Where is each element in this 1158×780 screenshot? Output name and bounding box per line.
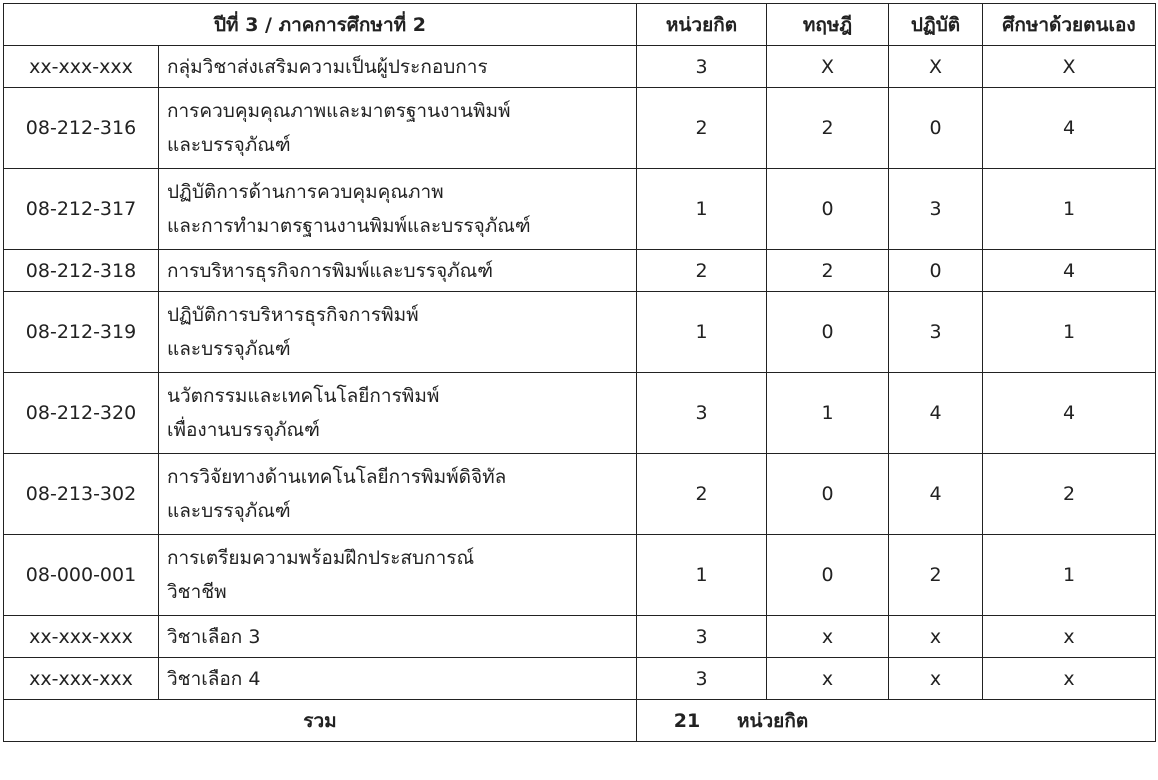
total-cell bbox=[637, 700, 1156, 742]
table-row bbox=[4, 658, 1156, 700]
table-row bbox=[4, 616, 1156, 658]
practice-value: X bbox=[889, 46, 983, 88]
course-name-line: วิชาเลือก 3 bbox=[167, 625, 261, 648]
course-name-line: วิชาชีพ bbox=[167, 581, 227, 603]
course-code: xx-xxx-xxx bbox=[4, 658, 159, 700]
course-name bbox=[159, 373, 637, 454]
theory-value: 1 bbox=[767, 373, 889, 454]
course-name-line: ปฏิบัติการบริหารธุรกิจการพิมพ์ bbox=[167, 304, 419, 326]
credits-header: หน่วยกิต bbox=[637, 4, 767, 46]
credits-value: 1 bbox=[637, 169, 767, 250]
theory-value: 0 bbox=[767, 454, 889, 535]
self-study-value: 1 bbox=[983, 169, 1156, 250]
course-name bbox=[159, 292, 637, 373]
self-study-value: x bbox=[983, 658, 1156, 700]
theory-value: 0 bbox=[767, 169, 889, 250]
self-study-value: x bbox=[983, 616, 1156, 658]
credits-value: 2 bbox=[637, 250, 767, 292]
theory-value: X bbox=[767, 46, 889, 88]
practice-value: 4 bbox=[889, 373, 983, 454]
course-name-line: การควบคุมคุณภาพและมาตรฐานงานพิมพ์ bbox=[167, 100, 511, 122]
course-name bbox=[159, 46, 637, 88]
theory-header: ทฤษฎี bbox=[767, 4, 889, 46]
self-study-value: 1 bbox=[983, 292, 1156, 373]
credits-value: 2 bbox=[637, 454, 767, 535]
self-study-header: ศึกษาด้วยตนเอง bbox=[983, 4, 1156, 46]
total-credits-unit: หน่วยกิต bbox=[737, 709, 809, 732]
course-code: 08-212-316 bbox=[4, 88, 159, 169]
practice-value: 2 bbox=[889, 535, 983, 616]
theory-value: 0 bbox=[767, 535, 889, 616]
practice-value: 3 bbox=[889, 169, 983, 250]
credits-value: 1 bbox=[637, 292, 767, 373]
practice-value: 4 bbox=[889, 454, 983, 535]
course-name bbox=[159, 616, 637, 658]
credits-value: 2 bbox=[637, 88, 767, 169]
practice-value: 3 bbox=[889, 292, 983, 373]
course-name-line: และบรรจุภัณฑ์ bbox=[167, 338, 291, 360]
self-study-value: X bbox=[983, 46, 1156, 88]
course-name-line: ปฏิบัติการด้านการควบคุมคุณภาพ bbox=[167, 181, 444, 203]
practice-value: x bbox=[889, 616, 983, 658]
credits-value: 3 bbox=[637, 658, 767, 700]
self-study-value: 4 bbox=[983, 88, 1156, 169]
theory-value: x bbox=[767, 658, 889, 700]
theory-value: x bbox=[767, 616, 889, 658]
credits-value: 3 bbox=[637, 616, 767, 658]
self-study-value: 4 bbox=[983, 373, 1156, 454]
table-header-row bbox=[4, 4, 1156, 46]
total-credits-value: 21 bbox=[673, 709, 701, 732]
course-code: 08-000-001 bbox=[4, 535, 159, 616]
course-name-line: การบริหารธุรกิจการพิมพ์และบรรจุภัณฑ์ bbox=[167, 259, 494, 282]
table-row bbox=[4, 373, 1156, 454]
course-name-line: และบรรจุภัณฑ์ bbox=[167, 500, 291, 522]
course-name-line: การเตรียมความพร้อมฝึกประสบการณ์ bbox=[167, 547, 475, 569]
course-name-line: นวัตกรรมและเทคโนโลยีการพิมพ์ bbox=[167, 385, 440, 407]
total-label: รวม bbox=[4, 700, 637, 742]
table-row bbox=[4, 292, 1156, 373]
table-row bbox=[4, 250, 1156, 292]
self-study-value: 1 bbox=[983, 535, 1156, 616]
course-name bbox=[159, 250, 637, 292]
credits-value: 3 bbox=[637, 373, 767, 454]
practice-value: 0 bbox=[889, 88, 983, 169]
practice-value: 0 bbox=[889, 250, 983, 292]
theory-value: 2 bbox=[767, 250, 889, 292]
course-code: 08-212-319 bbox=[4, 292, 159, 373]
curriculum-table bbox=[3, 3, 1156, 742]
credits-value: 1 bbox=[637, 535, 767, 616]
practice-value: x bbox=[889, 658, 983, 700]
course-name bbox=[159, 658, 637, 700]
course-name-line: และบรรจุภัณฑ์ bbox=[167, 134, 291, 156]
course-name-line: และการทำมาตรฐานงานพิมพ์และบรรจุภัณฑ์ bbox=[167, 215, 531, 237]
table-row bbox=[4, 454, 1156, 535]
semester-title: ปีที่ 3 / ภาคการศึกษาที่ 2 bbox=[4, 4, 637, 46]
course-code: xx-xxx-xxx bbox=[4, 46, 159, 88]
course-name bbox=[159, 454, 637, 535]
course-name-line: เพื่องานบรรจุภัณฑ์ bbox=[167, 419, 320, 441]
course-name bbox=[159, 88, 637, 169]
theory-value: 2 bbox=[767, 88, 889, 169]
course-name-line: การวิจัยทางด้านเทคโนโลยีการพิมพ์ดิจิทัล bbox=[167, 466, 507, 488]
table-row bbox=[4, 169, 1156, 250]
table-row bbox=[4, 535, 1156, 616]
practice-header: ปฏิบัติ bbox=[889, 4, 983, 46]
course-code: 08-212-318 bbox=[4, 250, 159, 292]
self-study-value: 4 bbox=[983, 250, 1156, 292]
course-code: 08-213-302 bbox=[4, 454, 159, 535]
table-row bbox=[4, 88, 1156, 169]
table-row bbox=[4, 46, 1156, 88]
course-code: 08-212-320 bbox=[4, 373, 159, 454]
course-code: xx-xxx-xxx bbox=[4, 616, 159, 658]
self-study-value: 2 bbox=[983, 454, 1156, 535]
course-code: 08-212-317 bbox=[4, 169, 159, 250]
credits-value: 3 bbox=[637, 46, 767, 88]
table-body bbox=[4, 46, 1156, 700]
course-name bbox=[159, 169, 637, 250]
total-row bbox=[4, 700, 1156, 742]
course-name-line: กลุ่มวิชาส่งเสริมความเป็นผู้ประกอบการ bbox=[167, 55, 488, 78]
course-name bbox=[159, 535, 637, 616]
theory-value: 0 bbox=[767, 292, 889, 373]
course-name-line: วิชาเลือก 4 bbox=[167, 667, 261, 690]
